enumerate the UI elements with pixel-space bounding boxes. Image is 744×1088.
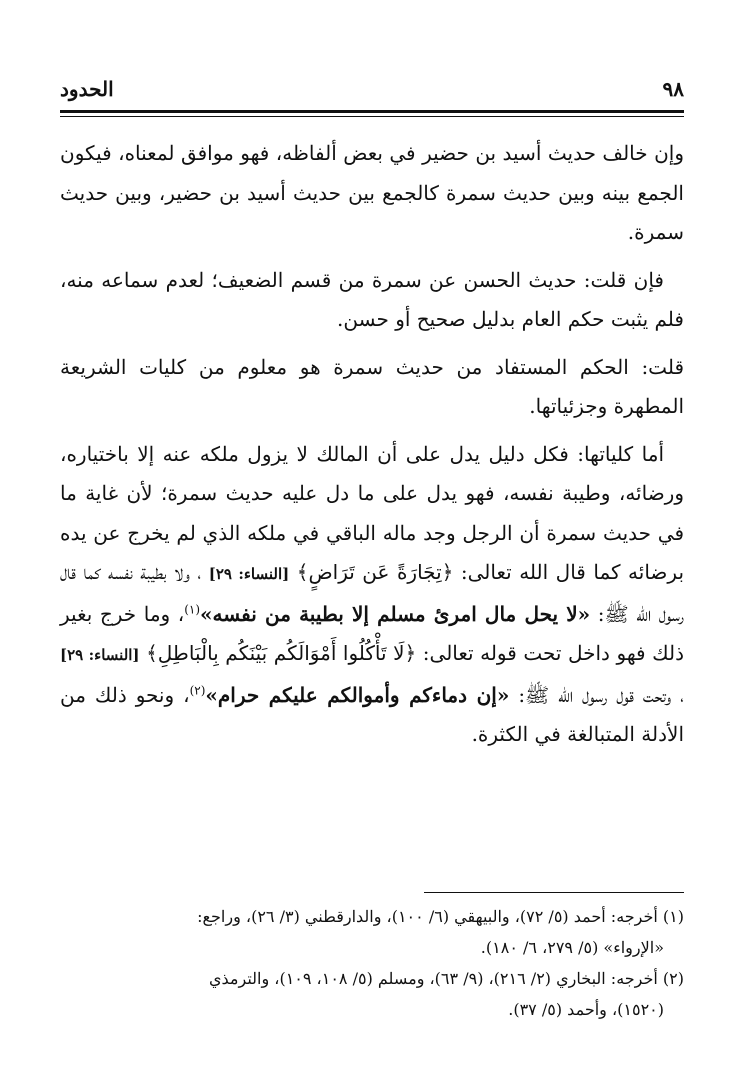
footnote-2-line-2: (١٥٢٠)، وأحمد (٥/ ٣٧). <box>508 1000 664 1019</box>
footnote-separator <box>424 892 684 893</box>
paragraph-4-text-4: ، وتحت قول رسول الله ﷺ: <box>518 682 685 707</box>
verse-reference-1: [النساء: ٢٩] <box>208 565 290 583</box>
footnote-1-line-2: «الإرواء» (٥/ ٢٧٩، ٦/ ١٨٠). <box>480 938 664 957</box>
paragraph-4-text-1: أما كلياتها: فكل دليل يدل على أن المالك لا يزول ملكه عنه إلا باختياره، ورضائه، وطيبة نفسه، فهو يدل على ما دل عليه حديث سمرة؛ لأن غاية ما في حديث سمرة أن الرجل وجد ماله الباقي في ملكه الذي لم يخرج عن يده برضائه كما قال الله تعالى: <box>60 441 685 584</box>
verse-reference-2: [النساء: ٢٩] <box>60 646 140 664</box>
paragraph-1: وإن خالف حديث أسيد بن حضير في بعض ألفاظه، فهو موافق لمعناه، فيكون الجمع بينه وبين حديث سمرة كالجمع بين حديث أسيد بن حضير، وبين حديث سمرة. <box>60 141 684 244</box>
header-rule-thin <box>60 116 684 117</box>
hadith-1: «لا يحل مال امرئ مسلم إلا بطيبة من نفسه» <box>200 601 591 626</box>
paragraph-2: فإن قلت: حديث الحسن عن سمرة من قسم الضعيف؛ لعدم سماعه منه، فلم يثبت حكم العام بدليل صحيح أو حسن. <box>60 267 684 331</box>
running-title: الحدود <box>60 77 114 101</box>
page-number: ٩٨ <box>662 77 684 101</box>
quran-verse-2: ﴿لَا تَأْكُلُوا أَمْوَالَكُم بَيْنَكُم بِالْبَاطِلِ﴾ <box>146 641 417 665</box>
paragraph-4-text-5: ، ونحو ذلك من الأدلة المتبالغة في الكثرة. <box>60 682 684 746</box>
footnote-marker-1[interactable]: (١) <box>184 601 201 616</box>
footnotes <box>60 902 684 1026</box>
paragraph-4-text-3: ، وما خرج بغير ذلك فهو داخل تحت قوله تعالى: <box>60 601 684 665</box>
footnote-1-line-1: (١) أخرجه: أحمد (٥/ ٧٢)، والبيهقي (٦/ ١٠٠)، والدارقطني (٣/ ٢٦)، وراجع: <box>197 907 684 926</box>
paragraph-4-text-2: ، ولا بطيبة نفسه كما قال رسول الله ﷺ: <box>60 560 685 626</box>
quran-verse-1: ﴿تِجَارَةً عَن تَرَاضٍ﴾ <box>296 560 454 584</box>
header-rule-thick <box>60 110 684 113</box>
page-header <box>60 74 684 104</box>
footnote-2-line-1: (٢) أخرجه: البخاري (٢/ ٢١٦)، (٩/ ٦٣)، ومسلم (٥/ ١٠٨، ١٠٩)، والترمذي <box>209 969 684 988</box>
footnote-marker-2[interactable]: (٢) <box>189 682 206 697</box>
paragraph-3: قلت: الحكم المستفاد من حديث سمرة هو معلوم من كليات الشريعة المطهرة وجزئياتها. <box>60 354 684 418</box>
main-text <box>60 134 684 763</box>
hadith-2: «إن دماءكم وأموالكم عليكم حرام» <box>205 682 510 707</box>
paragraph-4 <box>60 435 684 755</box>
